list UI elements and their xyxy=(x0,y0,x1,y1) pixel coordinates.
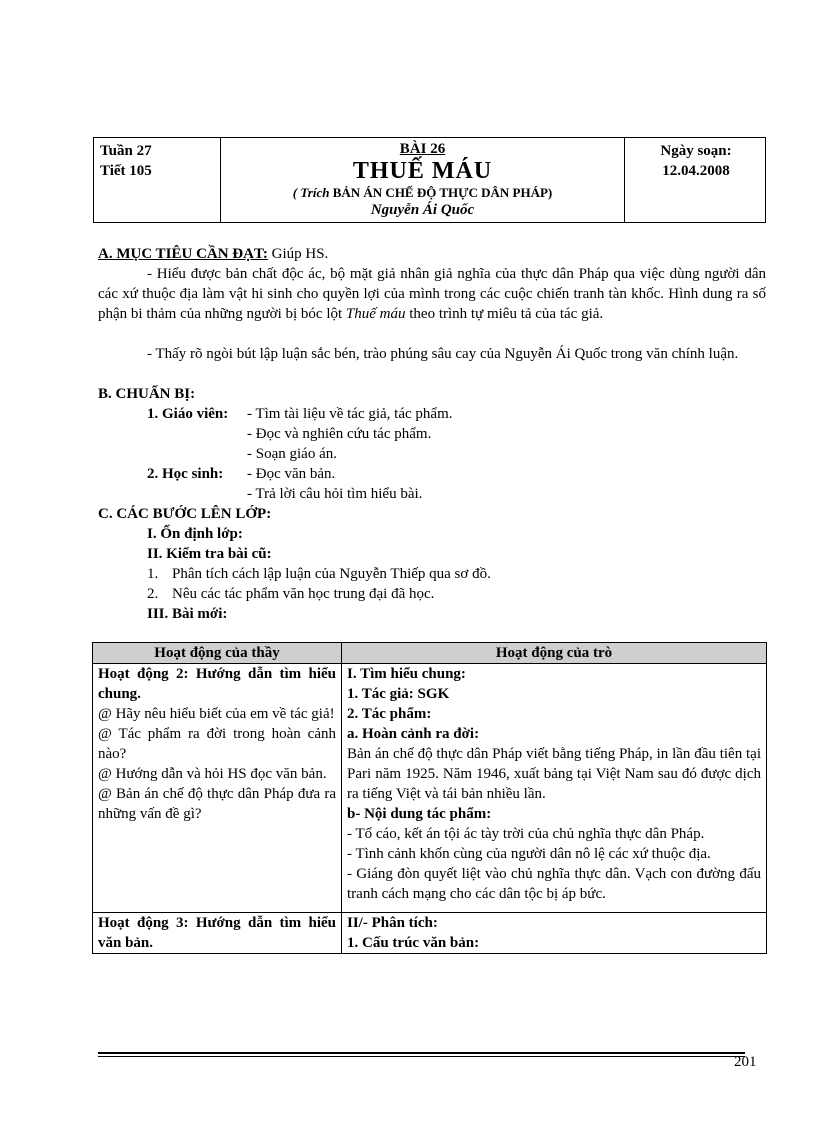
teacher-item: - Soạn giáo án. xyxy=(247,446,337,462)
student-heading: b- Nội dung tác phẩm: xyxy=(347,806,492,822)
activity-heading: Hoạt động 3: Hướng dẫn tìm hiểu văn bản. xyxy=(98,915,336,951)
section-a-title: A. MỤC TIÊU CẦN ĐẠT: xyxy=(98,246,268,262)
section-a-tail: Giúp HS. xyxy=(267,246,329,262)
week-period-cell xyxy=(94,138,221,222)
student-paragraph: - Tình cảnh khốn cùng của người dân nô lệ các xứ thuộc địa. xyxy=(347,846,711,862)
teacher-question: @ Hãy nêu hiểu biết của em về tác giả! xyxy=(98,706,335,722)
teacher-question: @ Bản án chế độ thực dân Pháp đưa ra những vấn đề gì? xyxy=(98,786,336,822)
activity-heading: Hoạt động 2: Hướng dẫn tìm hiểu chung. xyxy=(98,666,336,702)
teacher-activity-cell xyxy=(93,664,342,913)
footer-rule xyxy=(98,1052,745,1054)
lesson-number: BÀI 26 xyxy=(399,141,446,157)
review-question: Phân tích cách lập luận của Nguyễn Thiếp qua sơ đồ. xyxy=(172,566,491,582)
section-c-heading: C. CÁC BƯỚC LÊN LỚP: xyxy=(98,506,272,522)
objective-1-text: - Hiểu được bản chất độc ác, bộ mặt giả nhân giả nghĩa của thực dân Pháp qua việc dùng người dân các xứ thuộc địa làm vật hi sinh cho quyền lợi của mình trong các cuộc chiến tranh tàn khốc. Hình dung ra số phận bi thảm của những người bị bóc lột xyxy=(98,266,766,322)
student-heading: a. Hoàn cảnh ra đời: xyxy=(347,726,480,742)
student-activity-cell xyxy=(342,913,767,954)
period-label: Tiết 105 xyxy=(100,163,152,179)
step-review: II. Kiểm tra bài cũ: xyxy=(147,546,272,562)
student-paragraph: - Tố cáo, kết án tội ác tày trời của chủ nghĩa thực dân Pháp. xyxy=(347,826,705,842)
student-item: - Trả lời câu hỏi tìm hiểu bài. xyxy=(247,486,423,502)
step-new-lesson: III. Bài mới: xyxy=(147,606,228,622)
date-cell xyxy=(625,138,767,222)
title-cell xyxy=(221,138,625,222)
objective-paragraph-2: - Thấy rõ ngòi bút lập luận sắc bén, trào phúng sâu cay của Nguyễn Ái Quốc trong văn chính luận. xyxy=(147,346,739,362)
teacher-label: 1. Giáo viên: xyxy=(147,406,229,422)
subtitle-prefix: ( Trích xyxy=(292,185,330,200)
student-heading: 1. Tác giả: SGK xyxy=(347,686,450,702)
teacher-question: @ Hướng dẫn và hỏi HS đọc văn bản. xyxy=(98,766,327,782)
teacher-activity-cell xyxy=(93,913,342,954)
table-row xyxy=(93,913,767,954)
student-label: 2. Học sinh: xyxy=(147,466,224,482)
subtitle-source: BẢN ÁN CHẾ ĐỘ THỰC DÂN PHÁP) xyxy=(332,185,553,200)
review-question: Nêu các tác phẩm văn học trung đại đã học. xyxy=(172,586,435,602)
objective-1-tail: theo trình tự miêu tả của tác giả. xyxy=(405,306,604,322)
student-heading: 1. Cấu trúc văn bản: xyxy=(347,935,480,951)
review-question-number: 1. xyxy=(147,566,159,582)
teacher-item: - Đọc và nghiên cứu tác phẩm. xyxy=(247,426,432,442)
student-item: - Đọc văn bản. xyxy=(247,466,336,482)
teacher-column-header: Hoạt động của thầy xyxy=(93,643,342,664)
student-paragraph: Bản án chế độ thực dân Pháp viết bằng tiếng Pháp, in lần đầu tiên tại Pari năm 1925. Năm 1946, xuất bảng tại Việt Nam sau đó được dịch ra tiếng Việt và tái bản nhiều lần. xyxy=(347,746,761,802)
page-number: 201 xyxy=(734,1054,757,1070)
lesson-author: Nguyễn Ái Quốc xyxy=(370,202,475,218)
date-value: 12.04.2008 xyxy=(662,163,730,179)
student-activity-cell xyxy=(342,664,767,913)
review-question-number: 2. xyxy=(147,586,159,602)
activities-table xyxy=(92,642,767,954)
section-a-heading xyxy=(98,244,328,264)
objective-paragraph-1 xyxy=(98,264,766,324)
student-heading: II/- Phân tích: xyxy=(347,915,438,931)
student-column-header: Hoạt động của trò xyxy=(342,643,767,664)
lesson-subtitle xyxy=(221,184,624,201)
student-heading: I. Tìm hiểu chung: xyxy=(347,666,466,682)
teacher-item: - Tìm tài liệu về tác giả, tác phẩm. xyxy=(247,406,453,422)
teacher-question: @ Tác phẩm ra đời trong hoàn cảnh nào? xyxy=(98,726,336,762)
table-header-row xyxy=(93,643,767,664)
step-stabilize: I. Ổn định lớp: xyxy=(147,526,243,542)
lesson-title: THUẾ MÁU xyxy=(352,158,493,184)
date-label: Ngày soạn: xyxy=(660,143,732,159)
objective-1-italic: Thuế máu xyxy=(345,306,406,322)
student-heading: 2. Tác phẩm: xyxy=(347,706,432,722)
section-b-heading: B. CHUẨN BỊ: xyxy=(98,386,196,402)
table-row xyxy=(93,664,767,913)
lesson-header-table xyxy=(93,137,766,223)
student-paragraph: - Giáng đòn quyết liệt vào chủ nghĩa thực dân. Vạch con đường đấu tranh cách mạng cho các dân tộc bị áp bức. xyxy=(347,866,761,902)
footer-rule-thin xyxy=(98,1056,745,1057)
week-label: Tuần 27 xyxy=(100,143,152,159)
